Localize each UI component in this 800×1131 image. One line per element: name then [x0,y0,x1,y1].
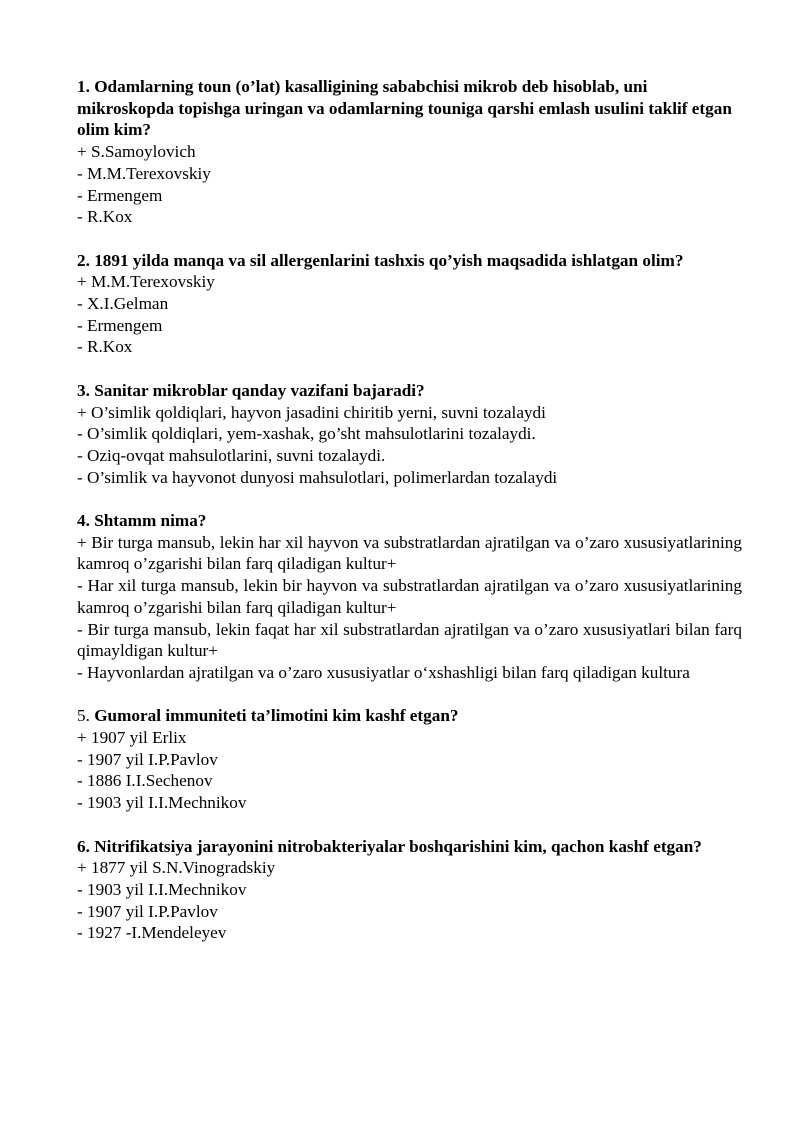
answer-option: - Ermengem [77,315,163,335]
question-1 [77,76,742,228]
question-number: 5. [77,706,90,726]
answer-option: - 1927 -I.Mendeleyev [77,923,227,943]
answer-option: - O’simlik qoldiqlari, yem-xashak, go’sht mahsulotlarini tozalaydi. [77,424,536,444]
answer-option: + Bir turga mansub, lekin har xil hayvon va substratlardan ajratilgan va o’zaro xususiyatlarining kamroq o’zgarishi bilan farq qiladigan kultur+ [77,532,742,574]
question-number: 6. [77,836,90,856]
answer-option: - R.Kox [77,207,133,227]
answer-option: - 1903 yil I.I.Mechnikov [77,879,247,899]
answer-option: + M.M.Terexovskiy [77,272,215,292]
question-text: Shtamm nima? [94,511,207,531]
answer-option: + O’simlik qoldiqlari, hayvon jasadini chiritib yerni, suvni tozalaydi [77,402,546,422]
answer-option: - 1903 yil I.I.Mechnikov [77,793,247,813]
answer-option: - 1907 yil I.P.Pavlov [77,901,218,921]
question-2 [77,250,742,359]
question-text: Odamlarning toun (o’lat) kasalligining sababchisi mikrob deb hisoblab, uni mikroskopda topishga uringan va odamlarning touniga qarshi emlash usulini taklif etgan olim kim? [77,77,732,140]
question-text: 1891 yilda manqa va sil allergenlarini tashxis qo’yish maqsadida ishlatgan olim? [94,250,684,270]
question-number: 4. [77,511,90,531]
question-5 [77,705,742,814]
question-text: Gumoral immuniteti ta’limotini kim kashf etgan? [94,706,459,726]
question-title [77,76,742,141]
question-title [77,705,742,727]
answer-option: - X.I.Gelman [77,294,169,314]
question-6 [77,836,742,945]
question-title [77,380,742,402]
question-title [77,510,742,532]
question-title [77,250,742,272]
answer-option: - Bir turga mansub, lekin faqat har xil substratlardan ajratilgan va o’zaro xususiyatlari bilan farq qimayldigan kultur+ [77,619,742,661]
question-number: 2. [77,250,90,270]
answer-option: + 1877 yil S.N.Vinogradskiy [77,858,276,878]
answer-option: - Oziq-ovqat mahsulotlarini, suvni tozalaydi. [77,445,386,465]
answer-option: - Hayvonlardan ajratilgan va o’zaro xususiyatlar o‘xshashligi bilan farq qiladigan kultura [77,662,690,682]
answer-option: + 1907 yil Erlix [77,728,187,748]
question-number: 3. [77,380,90,400]
answer-option: - 1886 I.I.Sechenov [77,771,213,791]
answer-option: - R.Kox [77,337,133,357]
answer-option: - M.M.Terexovskiy [77,163,211,183]
question-text: Sanitar mikroblar qanday vazifani bajaradi? [94,380,425,400]
answer-option: - 1907 yil I.P.Pavlov [77,749,218,769]
question-3 [77,380,742,489]
answer-option: - Har xil turga mansub, lekin bir hayvon va substratlardan ajratilgan va o’zaro xususiyatlarining kamroq o’zgarishi bilan farq qiladigan kultur+ [77,576,742,617]
answer-option: - Ermengem [77,185,163,205]
answer-option: - O’simlik va hayvonot dunyosi mahsulotlari, polimerlardan tozalaydi [77,467,558,487]
question-4 [77,510,742,684]
question-text: Nitrifikatsiya jarayonini nitrobakteriyalar boshqarishini kim, qachon kashf etgan? [94,836,702,856]
question-number: 1. [77,77,90,96]
answer-option: + S.Samoylovich [77,142,196,162]
document-page [77,76,742,966]
question-title [77,836,742,858]
